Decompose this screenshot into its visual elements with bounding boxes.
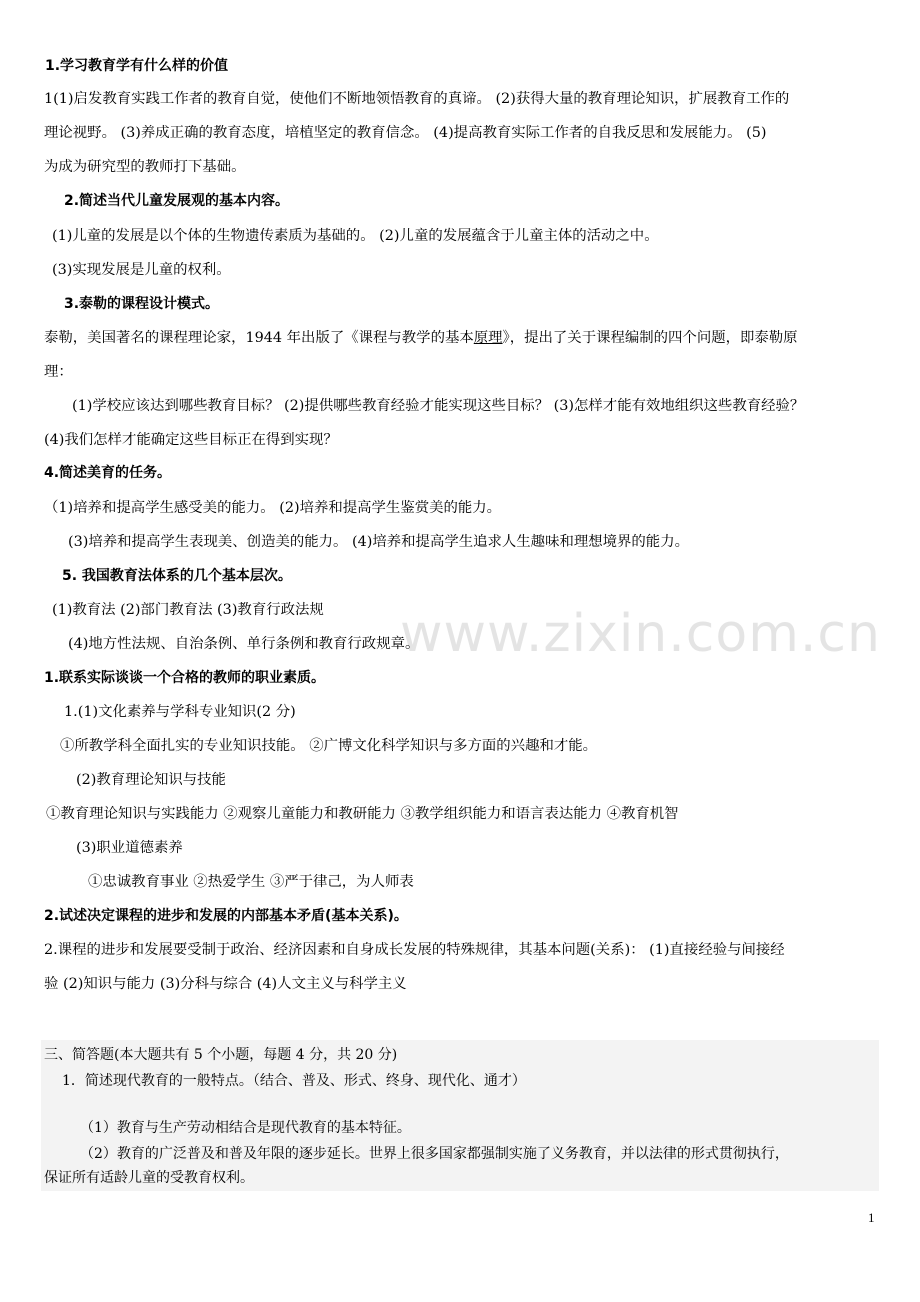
question-title-curriculum: 2.试述决定课程的进步和发展的内部基本矛盾(基本关系)。	[44, 908, 408, 924]
answer-line: (1)教育法 (2)部门教育法 (3)教育行政法规	[52, 602, 324, 618]
answer-line: (3)培养和提高学生表现美、创造美的能力。 (4)培养和提高学生追求人生趣味和理想境界的能力。	[68, 534, 689, 550]
answer-line: 理：	[44, 364, 73, 380]
question-title-law-system: 5. 我国教育法体系的几个基本层次。	[62, 568, 292, 584]
answer-line: (4)地方性法规、自治条例、单行条例和教育行政规章。	[68, 636, 420, 652]
page-number: 1	[868, 1210, 875, 1225]
answer-line: 保证所有适龄儿童的受教育权利。	[44, 1170, 254, 1186]
question-title-teacher-quality: 1.联系实际谈谈一个合格的教师的职业素质。	[44, 670, 326, 686]
answer-line: 泰勒，美国著名的课程理论家，1944 年出版了《课程与教学的基本原理》，提出了关于课程编制的四个问题，即泰勒原	[44, 330, 798, 346]
answer-line: 理论视野。 (3)养成正确的教育态度，培植坚定的教育信念。 (4)提高教育实际工作者的自我反思和发展能力。 (5)	[44, 125, 767, 141]
answer-line: 2.课程的进步和发展要受制于政治、经济因素和自身成长发展的特殊规律，其基本问题(关系)： (1)直接经验与间接经	[44, 942, 785, 958]
answer-line: （1)培养和提高学生感受美的能力。 (2)培养和提高学生鉴赏美的能力。	[44, 500, 502, 516]
answer-line: ①所教学科全面扎实的专业知识技能。 ②广博文化科学知识与多方面的兴趣和才能。	[60, 738, 598, 754]
underlined-word: 原理	[473, 330, 503, 346]
question-title-aesthetic: 4.简述美育的任务。	[44, 465, 172, 481]
section-heading: 三、简答题(本大题共有 5 个小题，每题 4 分，共 20 分)	[44, 1047, 398, 1063]
answer-line: 1.(1)文化素养与学科专业知识(2 分)	[64, 704, 296, 720]
watermark: www.zixin.com.cn	[400, 604, 881, 664]
answer-line: ①教育理论知识与实践能力 ②观察儿童能力和教研能力 ③教学组织能力和语言表达能力 ④教育机智	[46, 806, 679, 822]
answer-line: (3)实现发展是儿童的权利。	[52, 262, 231, 278]
answer-line: （1）教育与生产劳动相结合是现代教育的基本特征。	[80, 1120, 411, 1136]
answer-line: ①忠诚教育事业 ②热爱学生 ③严于律己，为人师表	[88, 874, 414, 890]
question-title-value: 1.学习教育学有什么样的价值	[45, 58, 229, 74]
answer-line: (2)教育理论知识与技能	[76, 772, 226, 788]
answer-line: (1)学校应该达到哪些教育目标？ (2)提供哪些教育经验才能实现这些目标？ (3)怎样才能有效地组织这些教育经验？	[72, 398, 805, 414]
answer-line: 1(1)启发教育实践工作者的教育自觉，使他们不断地领悟教育的真谛。 (2)获得大量的教育理论知识，扩展教育工作的	[44, 91, 790, 107]
answer-line: 为成为研究型的教师打下基础。	[44, 159, 246, 175]
answer-line: （2）教育的广泛普及和普及年限的逐步延长。世界上很多国家都强制实施了义务教育，并以法律的形式贯彻执行，	[80, 1146, 789, 1162]
answer-line: 验 (2)知识与能力 (3)分科与综合 (4)人文主义与科学主义	[44, 976, 407, 992]
question-title-tyler: 3.泰勒的课程设计模式。	[64, 296, 220, 312]
answer-line: (3)职业道德素养	[76, 840, 183, 856]
answer-line: (1)儿童的发展是以个体的生物遗传素质为基础的。 (2)儿童的发展蕴含于儿童主体的活动之中。	[52, 228, 659, 244]
question-title-child-development: 2.简述当代儿童发展观的基本内容。	[64, 193, 290, 209]
question-title-modern-education: 1．简述现代教育的一般特点。（结合、普及、形式、终身、现代化、通才）	[62, 1073, 526, 1089]
answer-line: (4)我们怎样才能确定这些目标正在得到实现？	[44, 432, 338, 448]
